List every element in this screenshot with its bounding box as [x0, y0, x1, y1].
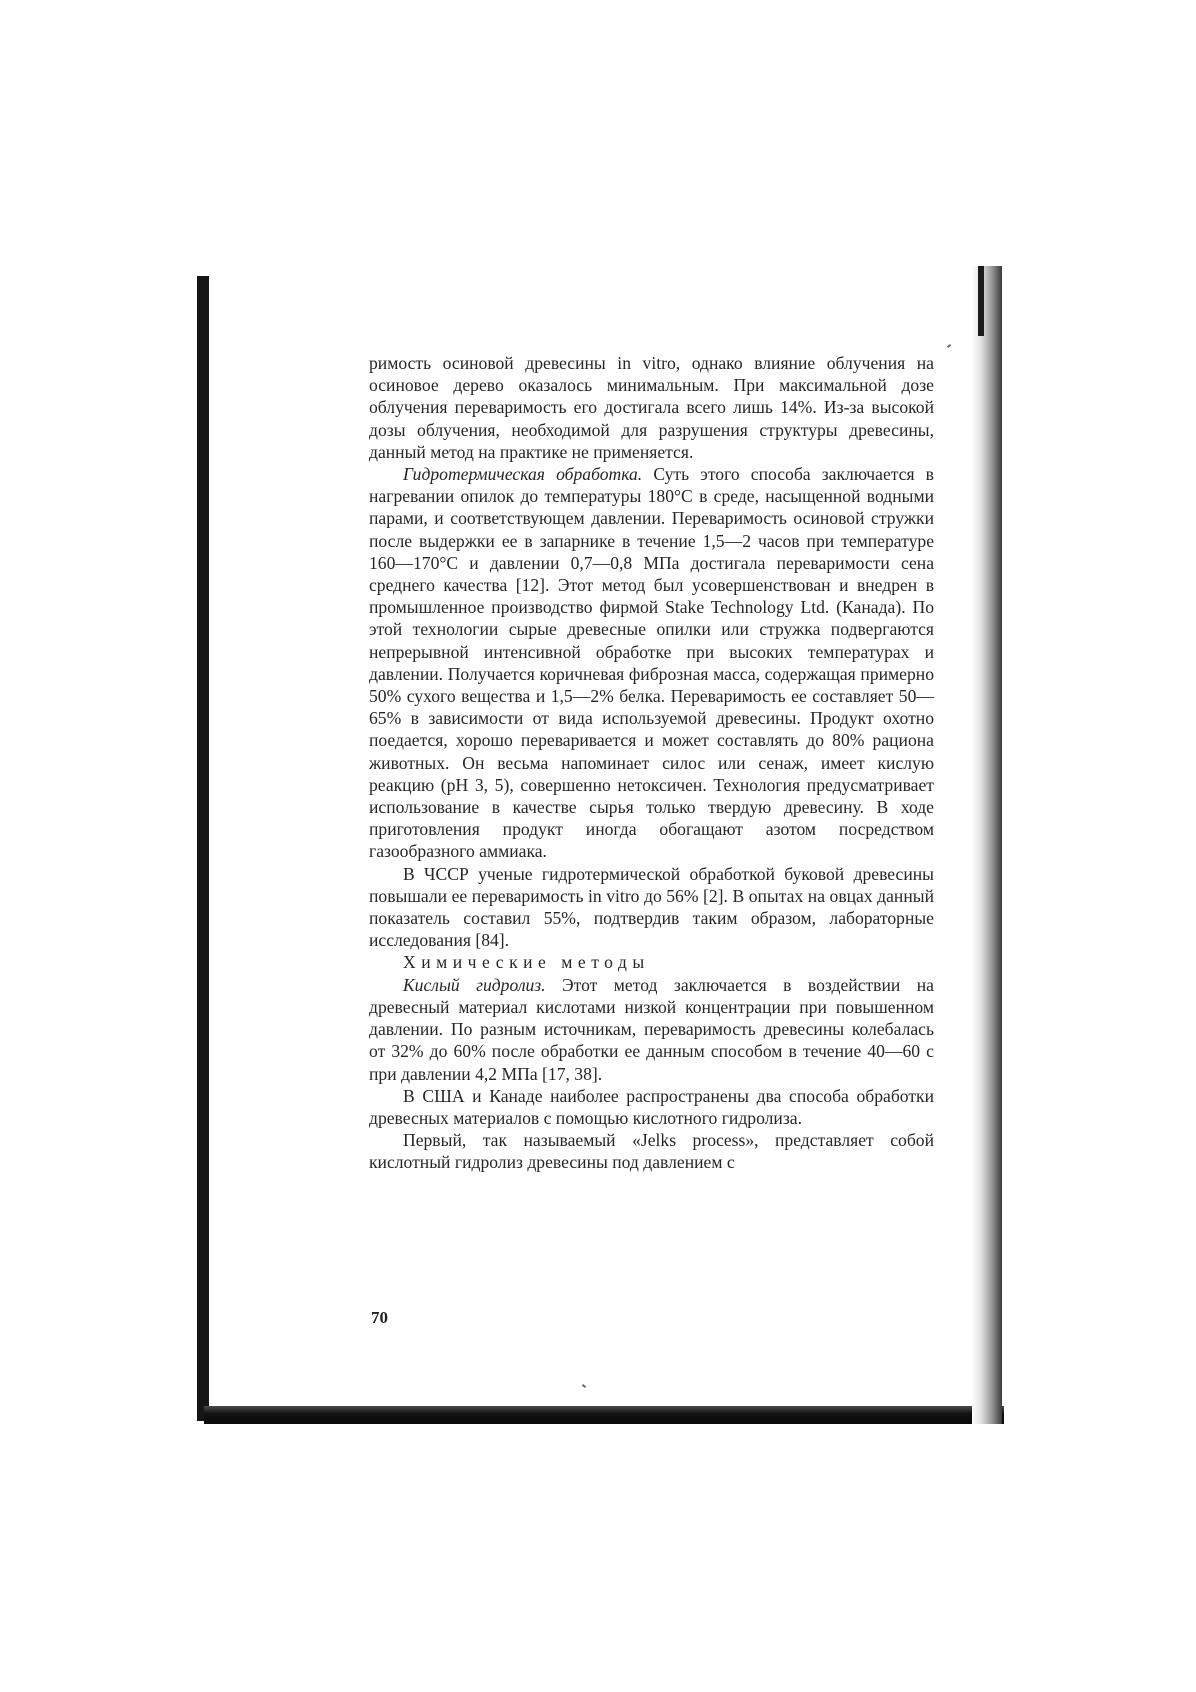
paragraph: римость осиновой древесины in vitro, однако влияние облучения на осиновое дерево оказалось минимальным. При максимальной дозе облучения переваримость его достигала всего лишь 14%. Из-за высокой дозы облучения, необходимой для разрушения структуры древесины, данный метод на практике не применяется.: [369, 353, 934, 462]
paragraph: [369, 974, 934, 1085]
page-shadow-right: [972, 266, 1002, 1424]
page-shadow-bottom: [204, 1406, 1004, 1424]
paragraph-run-in-title: Кислый гидролиз.: [403, 974, 546, 995]
page-shadow-left: [197, 276, 209, 1421]
page-shadow-right-top: [978, 266, 984, 336]
paragraph-body: Суть этого способа заключается в нагревании опилок до температуры 180°С в среде, насыщенной водными парами, и соответствующем давлении. Переваримость осиновой стружки после выдержки ее в запарнике в течение 1,5—2 часов при температуре 160—170°С и давлении 0,7—0,8 МПа достигала переваримости сена среднего качества [12]. Этот метод был усовершенствован и внедрен в промышленное производство фирмой Stake Technology Ltd. (Канада). По этой технологии сырые древесные опилки или стружка подвергаются непрерывной интенсивной обработке при высоких температурах и давлении. Получается коричневая фиброзная масса, содержащая примерно 50% сухого вещества и 1,5—2% белка. Переваримость ее составляет 50—65% в зависимости от вида используемой древесины. Продукт охотно поедается, хорошо переваривается и может составлять до 80% рациона животных. Он весьма напоминает силос или сенаж, имеет кислую реакцию (рН 3, 5), совершенно нетоксичен. Технология предусматривает использование в качестве сырья только твердую древесину. В ходе приготовления продукт иногда обогащают азотом посредством газообразного аммиака.: [369, 464, 934, 862]
page-number: 70: [371, 1308, 388, 1327]
scan-speck: [582, 1384, 586, 1388]
paragraph: Первый, так называемый «Jelks process», представляет собой кислотный гидролиз древесины под давлением с: [369, 1130, 934, 1173]
paragraph-body: Этот метод заключается в воздействии на древесный материал кислотами низкой концентрации при повышенном давлении. По разным источникам, переваримость древесины колебалась от 32% до 60% после обработки ее данным способом в течение 40—60 с при давлении 4,2 МПа [17, 38].: [369, 974, 934, 1084]
scan-speck: [947, 344, 951, 348]
paragraph-run-in-title: Гидротермическая обработка.: [403, 464, 643, 485]
page-body: [369, 352, 934, 1174]
section-heading: Химические методы: [403, 952, 650, 973]
paragraph: В США и Канаде наиболее распространены два способа обработки древесных материалов с помощью кислотного гидролиза.: [369, 1085, 934, 1128]
paragraph: В ЧССР ученые гидротермической обработкой буковой древесины повышали ее переваримость in vitro до 56% [2]. В опытах на овцах данный показатель составил 55%, подтвердив таким образом, лабораторные исследования [84].: [369, 863, 934, 951]
paragraph: [369, 463, 934, 863]
